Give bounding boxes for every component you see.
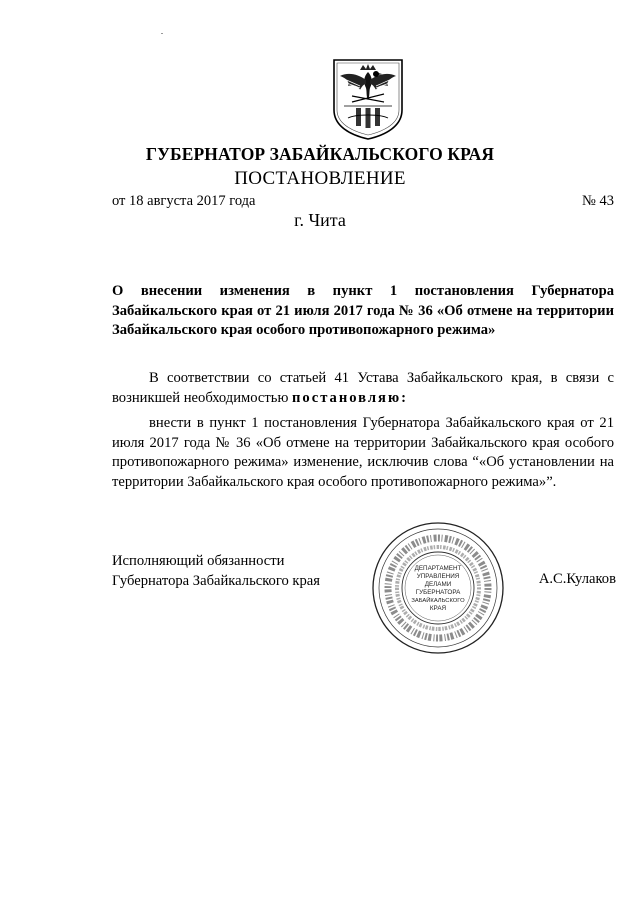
decision-paragraph: внести в пункт 1 постановления Губернатора Забайкальского края от 21 июля 2017 года № 36 «Об отмене на территории Забайкальского края особого противопожарного режима» изменение, исключив слова “«Об установлении на территории Забайкальского края особого противопожарного режима»”.: [112, 415, 614, 490]
document-number: № 43: [582, 193, 614, 209]
signatory-role-line-2: Губернатора Забайкальского края: [112, 573, 320, 589]
preamble-paragraph: [112, 369, 614, 408]
signatory-role-line-1: Исполняющий обязанности: [112, 553, 285, 569]
document-city: г. Чита: [294, 210, 346, 230]
decree-word: постановляю:: [292, 389, 408, 406]
document-heading: О внесении изменения в пункт 1 постановления Губернатора Забайкальского края от 21 июля 2017 года № 36 «Об отмене на территории Забайкальского края особого противопожарного режима»: [112, 283, 614, 338]
seal-text-line-4: ГУБЕРНАТОРА: [415, 589, 461, 596]
coat-of-arms-icon: [330, 58, 406, 140]
seal-text-line-2: УПРАВЛЕНИЯ: [416, 573, 460, 580]
document-date: от 18 августа 2017 года: [112, 193, 256, 209]
official-seal-icon: [370, 520, 506, 656]
signatory-name: А.С.Кулаков: [538, 571, 616, 587]
seal-text-line-3: ДЕЛАМИ: [424, 581, 452, 588]
preamble-text: В соответствии со статьей 41 Устава Забайкальского края, в связи с возникшей необходимостью: [112, 370, 614, 406]
document-type: ПОСТАНОВЛЕНИЕ: [234, 168, 406, 189]
seal-text-line-5: ЗАБАЙКАЛЬСКОГО: [411, 598, 465, 604]
signatory-role: [112, 551, 320, 591]
seal-text-line-1: ДЕПАРТАМЕНТ: [414, 565, 462, 572]
organization-title: ГУБЕРНАТОР ЗАБАЙКАЛЬСКОГО КРАЯ: [145, 144, 495, 164]
seal-text-line-6: КРАЯ: [429, 605, 447, 612]
scan-speck: [161, 33, 163, 34]
